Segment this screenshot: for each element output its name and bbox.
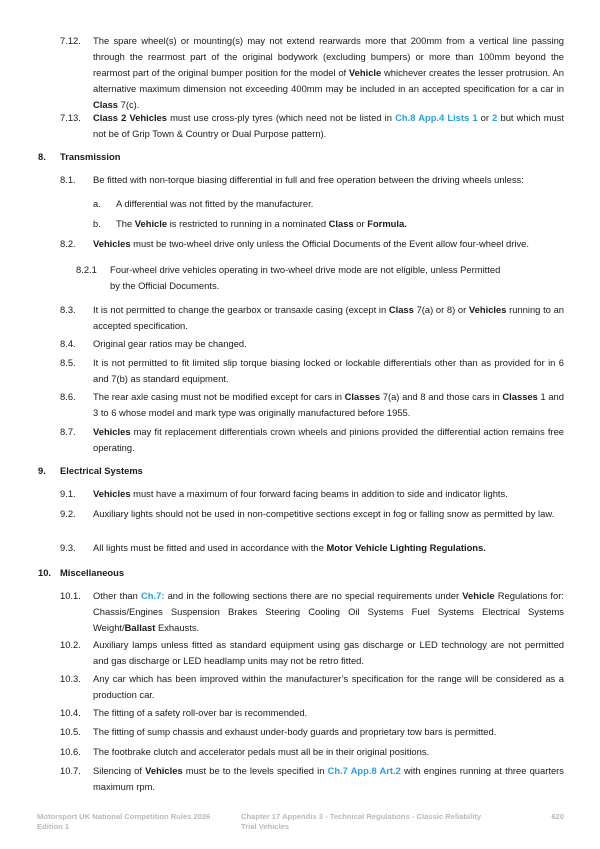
clause-10-1: Other than Ch.7: and in the following sections there are no special requirements under Vehicle Regulations for: Chassis/Engines Suspension Brakes Steering Cooling Oil Systems Fuel Systems Electrical Systems Weight/Ballast Exhausts.	[93, 590, 564, 633]
clause-8-1-a: A differential was not fitted by the manufacturer.	[116, 198, 314, 209]
clause-9-3: All lights must be fitted and used in accordance with the Motor Vehicle Lighting Regulations.	[93, 542, 486, 553]
clause-7-13: Class 2 Vehicles must use cross-ply tyres (which need not be listed in Ch.8 App.4 Lists 1 or 2 but which must not be of Grip Town & Country or Dual Purpose pattern).	[93, 112, 565, 139]
clause-8-7: Vehicles may fit replacement differentials crown wheels and pinions provided the differential action remains free operating.	[93, 426, 564, 453]
clause-number: 8.1.	[60, 174, 76, 185]
section-heading-transmission: Transmission	[60, 151, 121, 162]
clause-8-2: Vehicles must be two-wheel drive only unless the Official Documents of the Event allow four-wheel drive.	[93, 238, 529, 249]
clause-8-1-b: The Vehicle is restricted to running in a nominated Class or Formula.	[116, 218, 407, 229]
list-2-link[interactable]: 2	[492, 112, 498, 123]
clause-10-2: Auxiliary lamps unless fitted as standard equipment using gas discharge or LED technology are not permitted and gas discharge or LED headlamp units may not be retro fitted.	[93, 639, 564, 666]
clause-10-5: The fitting of sump chassis and exhaust under-body guards and proprietary tow bars is permitted.	[93, 726, 497, 737]
clause-number: 8.7.	[60, 426, 76, 437]
clause-number: 8.2.1	[76, 264, 97, 275]
sub-clause-letter: a.	[93, 198, 101, 209]
clause-number: 8.2.	[60, 238, 76, 249]
clause-7-12: The spare wheel(s) or mounting(s) may not extend rearwards more that 200mm from a vertical line passing through the rearmost part of the original bodywork (excluding bumpers) or more than 100mm beyond the rearmost part of the original bumper position for the model of Vehicle whichever creates the lesser protrusion. An alternative maximum dimension not exceeding 400mm may be included in an accepted specification for a car in Class 7(c).	[93, 35, 564, 110]
clause-9-2: Auxiliary lights should not be used in non-competitive sections except in fog or falling snow as permitted by law.	[93, 508, 555, 519]
clause-10-6: The footbrake clutch and accelerator pedals must all be in their original positions.	[93, 746, 430, 757]
clause-number: 8.6.	[60, 391, 76, 402]
clause-number: 8.3.	[60, 304, 76, 315]
clause-8-2-1: Four-wheel drive vehicles operating in two-wheel drive mode are not eligible, unless Permitted by the Official Documents.	[110, 264, 501, 291]
clause-number: 10.7.	[60, 765, 81, 776]
footer-edition: Edition 1	[37, 822, 70, 831]
clause-number: 10.4.	[60, 707, 81, 718]
clause-8-3: It is not permitted to change the gearbox or transaxle casing (except in Class 7(a) or 8) or Vehicles running to an accepted specification.	[93, 304, 564, 331]
footer-publication	[37, 812, 237, 832]
clause-8-5: It is not permitted to fit limited slip torque biasing locked or lockable differentials other than as provided for in 6 and 7(b) as standard equipment.	[93, 357, 564, 384]
clause-number: 9.3.	[60, 542, 76, 553]
clause-number: 8.4.	[60, 338, 76, 349]
sub-clause-letter: b.	[93, 218, 101, 229]
clause-number: 10.1.	[60, 590, 81, 601]
clause-number: 9.2.	[60, 508, 76, 519]
clause-number: 9.1.	[60, 488, 76, 499]
clause-8-1: Be fitted with non-torque biasing differential in full and free operation between the driving wheels unless:	[93, 174, 524, 185]
page-number: 620	[551, 812, 564, 821]
clause-8-4: Original gear ratios may be changed.	[93, 338, 247, 349]
clause-10-7: Silencing of Vehicles must be to the levels specified in Ch.7 App.8 Art.2 with engines running at three quarters maximum rpm.	[93, 765, 564, 792]
section-number: 9.	[38, 465, 46, 476]
clause-number: 7.12.	[60, 35, 81, 46]
clause-number: 10.6.	[60, 746, 81, 757]
section-number: 8.	[38, 151, 46, 162]
clause-10-3: Any car which has been improved within the manufacturer’s specification for the range will be considered as a production car.	[93, 673, 564, 700]
clause-10-4: The fitting of a safety roll-over bar is recommended.	[93, 707, 308, 718]
ch7-link[interactable]: Ch.7:	[141, 590, 165, 601]
clause-number: 10.3.	[60, 673, 81, 684]
clause-8-6: The rear axle casing must not be modified except for cars in Classes 7(a) and 8 and those cars in Classes 1 and 3 to 6 whose model and mark type was originally manufactured before 1955.	[93, 391, 564, 418]
section-heading-miscellaneous: Miscellaneous	[60, 567, 125, 578]
clause-9-1: Vehicles must have a maximum of four forward facing beams in addition to side and indicator lights.	[93, 488, 508, 499]
clause-number: 7.13.	[60, 112, 81, 123]
footer-chapter	[241, 812, 531, 832]
clause-number: 10.5.	[60, 726, 81, 737]
clause-number: 10.2.	[60, 639, 81, 650]
ch8-app4-lists1-link[interactable]: Ch.8 App.4 Lists 1	[395, 112, 478, 123]
ch7-app8-art2-link[interactable]: Ch.7 App.8 Art.2	[327, 765, 401, 776]
footer-chapter-subtitle: Trial Vehicles	[241, 822, 290, 831]
footer-chapter-title: Chapter 17 Appendix 3 - Technical Regulations - Classic Reliability	[241, 812, 482, 821]
section-number: 10.	[38, 567, 52, 578]
clause-number: 8.5.	[60, 357, 76, 368]
footer-publication-title: Motorsport UK National Competition Rules 2026	[37, 812, 211, 821]
section-heading-electrical-systems: Electrical Systems	[60, 465, 143, 476]
